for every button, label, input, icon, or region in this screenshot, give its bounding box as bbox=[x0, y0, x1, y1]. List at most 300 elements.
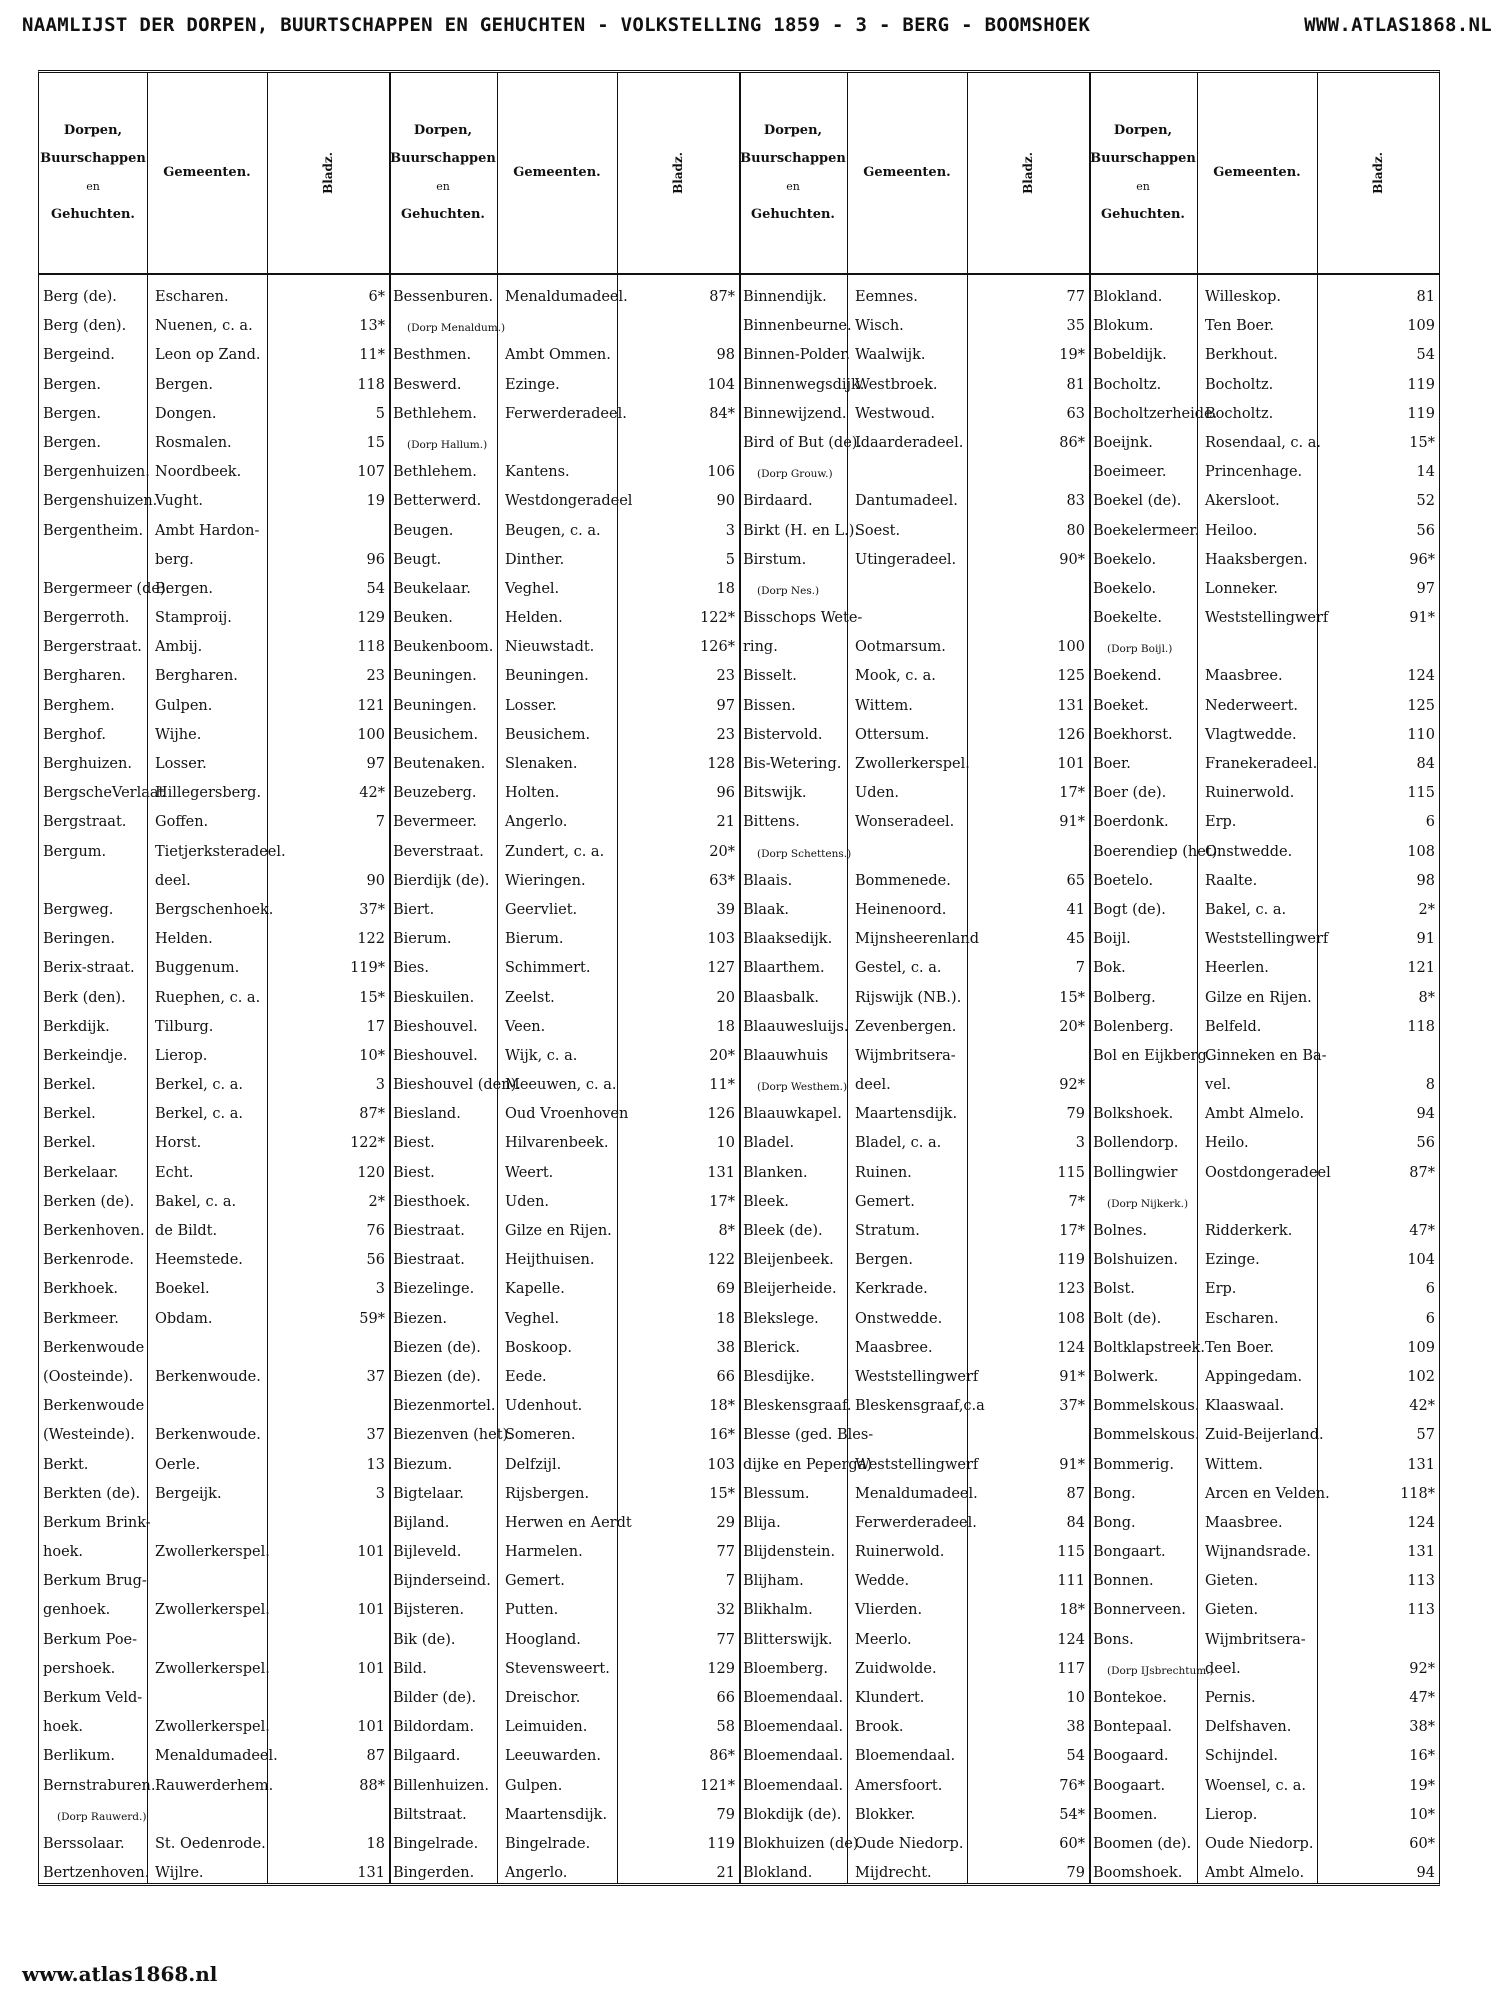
gemeente-name: Someren. bbox=[505, 1427, 576, 1444]
table-row bbox=[739, 635, 1089, 664]
table-row bbox=[389, 1131, 739, 1160]
header-place-line: en bbox=[786, 180, 800, 193]
gemeente-name: Boekel. bbox=[155, 1281, 210, 1298]
table-row bbox=[1089, 956, 1439, 985]
place-name: Bijnderseind. bbox=[393, 1573, 491, 1590]
header-gemeente: Gemeenten. bbox=[163, 165, 251, 180]
gemeente-name: Zuidwolde. bbox=[855, 1660, 937, 1677]
table-row bbox=[39, 1277, 389, 1306]
gemeente-name: Bergeijk. bbox=[155, 1485, 222, 1502]
place-name: Berghem. bbox=[43, 697, 115, 714]
page-number: 47* bbox=[1409, 1690, 1435, 1706]
table-row bbox=[39, 1774, 389, 1803]
page-number: 8 bbox=[1425, 1077, 1435, 1094]
table-row bbox=[739, 1131, 1089, 1160]
gemeente-name: Ruinerwold. bbox=[1205, 785, 1295, 802]
place-name: Bethlehem. bbox=[393, 405, 477, 422]
gemeente-name: Stratum. bbox=[855, 1223, 920, 1239]
gemeente-name: deel. bbox=[855, 1077, 891, 1094]
table-row bbox=[1089, 1453, 1439, 1482]
table-row bbox=[739, 489, 1089, 518]
header-place-line: Dorpen, bbox=[763, 123, 823, 138]
page-number: 15* bbox=[709, 1485, 735, 1502]
gemeente-name: Gulpen. bbox=[155, 697, 213, 714]
gemeente-name: Zundert, c. a. bbox=[505, 843, 605, 860]
table-row bbox=[1089, 752, 1439, 781]
table-row bbox=[1089, 810, 1439, 839]
table-row bbox=[39, 1832, 389, 1861]
header-gemeente: Gemeenten. bbox=[863, 165, 951, 180]
gemeente-name: Veghel. bbox=[505, 1310, 560, 1327]
table-row bbox=[1089, 1861, 1439, 1890]
header-place-line: en bbox=[86, 180, 100, 193]
place-name: Bleijerheide. bbox=[743, 1281, 837, 1298]
gemeente-name: Wittem. bbox=[1205, 1456, 1263, 1473]
page-number: 109 bbox=[1407, 1339, 1435, 1356]
table-row bbox=[1089, 1598, 1439, 1627]
page-number: 91* bbox=[1059, 814, 1085, 831]
place-name: Berkmeer. bbox=[43, 1310, 119, 1327]
place-name: Blokum. bbox=[1093, 318, 1154, 335]
table-row bbox=[1089, 1482, 1439, 1511]
gemeente-name: Maasbree. bbox=[1205, 1514, 1283, 1531]
place-name: Boer (de). bbox=[1093, 785, 1167, 802]
table-row bbox=[1089, 1044, 1439, 1073]
gemeente-name: Wonseradeel. bbox=[855, 814, 955, 831]
table-row bbox=[389, 1161, 739, 1190]
gemeente-name: Beusichem. bbox=[505, 726, 591, 743]
page-number: 8* bbox=[718, 1223, 735, 1239]
gemeente-name: Leimuiden. bbox=[505, 1719, 588, 1736]
gemeente-name: Helden. bbox=[155, 931, 213, 948]
page-number: 122* bbox=[700, 610, 735, 627]
place-name: Berkel. bbox=[43, 1135, 96, 1152]
place-name: Bevermeer. bbox=[393, 814, 477, 831]
page-number: 115 bbox=[1057, 1164, 1085, 1181]
page-number: 128 bbox=[707, 756, 735, 772]
gemeente-name: Uden. bbox=[855, 785, 900, 802]
place-name: Bergeind. bbox=[43, 347, 115, 364]
page-number: 77 bbox=[716, 1544, 735, 1561]
gemeente-name: Kerkrade. bbox=[855, 1281, 928, 1298]
gemeente-name: Beugen, c. a. bbox=[505, 522, 601, 539]
page-number: 87 bbox=[1066, 1485, 1085, 1502]
place-name: Bolnes. bbox=[1093, 1223, 1147, 1239]
entry-list bbox=[39, 285, 389, 1890]
place-name: Bertzenhoven. bbox=[43, 1865, 150, 1882]
table-row bbox=[39, 781, 389, 810]
page-number: 94 bbox=[1416, 1865, 1435, 1882]
place-name: Beuningen. bbox=[393, 697, 477, 714]
column-header bbox=[39, 73, 389, 275]
place-name: Boogaart. bbox=[1093, 1777, 1166, 1794]
place-name: Blanken. bbox=[743, 1164, 808, 1181]
place-name: Binnenbeurne. bbox=[743, 318, 852, 335]
page-number: 41 bbox=[1066, 901, 1085, 918]
place-name: Bisschops Wete- bbox=[743, 610, 863, 627]
place-name: Bonnen. bbox=[1093, 1573, 1154, 1590]
gemeente-name: Bocholtz. bbox=[1205, 405, 1274, 422]
gemeente-name: Herwen en Aerdt bbox=[505, 1514, 632, 1531]
table-row bbox=[389, 1248, 739, 1277]
table-row bbox=[739, 1540, 1089, 1569]
page-number: 54* bbox=[1059, 1806, 1085, 1823]
page-number: 15* bbox=[1059, 989, 1085, 1006]
column-header bbox=[1089, 73, 1439, 275]
page-number: 108 bbox=[1407, 843, 1435, 860]
place-name: Berkdijk. bbox=[43, 1018, 110, 1035]
page-number: 38 bbox=[716, 1339, 735, 1356]
header-place-line: Gehuchten. bbox=[401, 207, 485, 222]
place-name: Bergstraat. bbox=[43, 814, 127, 831]
place-name: Biestraat. bbox=[393, 1223, 465, 1239]
place-name: Blikhalm. bbox=[743, 1602, 813, 1619]
gemeente-name: Vught. bbox=[155, 493, 203, 510]
gemeente-name: Hillegersberg. bbox=[155, 785, 262, 802]
table-row bbox=[1089, 781, 1439, 810]
page-number: 20* bbox=[1059, 1018, 1085, 1035]
place-name: pershoek. bbox=[43, 1660, 116, 1677]
place-name: genhoek. bbox=[43, 1602, 111, 1619]
table-row bbox=[39, 577, 389, 606]
header-page-label: Bladz. bbox=[1370, 152, 1385, 194]
place-name: Beuningen. bbox=[393, 668, 477, 685]
place-name: (Dorp Westhem.) bbox=[757, 1081, 848, 1094]
place-name: Bierdijk (de). bbox=[393, 872, 490, 889]
page-number: 113 bbox=[1407, 1573, 1435, 1590]
table-row bbox=[39, 1511, 389, 1540]
page-number: 127 bbox=[707, 960, 735, 977]
header-page bbox=[267, 73, 389, 273]
place-name: Bok. bbox=[1093, 960, 1126, 977]
table-row bbox=[739, 898, 1089, 927]
table-row bbox=[739, 1715, 1089, 1744]
table-row bbox=[389, 1102, 739, 1131]
gemeente-name: Blokker. bbox=[855, 1806, 916, 1823]
page-number: 90 bbox=[716, 493, 735, 510]
gemeente-name: Raalte. bbox=[1205, 872, 1258, 889]
table-row bbox=[39, 519, 389, 548]
gemeente-name: Wittem. bbox=[855, 697, 913, 714]
gemeente-name: Wijmbritsera- bbox=[855, 1047, 956, 1064]
place-name: (Dorp Grouw.) bbox=[757, 468, 833, 481]
gemeente-name: Helden. bbox=[505, 610, 563, 627]
place-name: Bons. bbox=[1093, 1631, 1134, 1648]
gemeente-name: Brook. bbox=[855, 1719, 904, 1736]
place-name: Bolshuizen. bbox=[1093, 1252, 1178, 1269]
page-number: 18* bbox=[709, 1398, 735, 1415]
gemeente-name: Nederweert. bbox=[1205, 697, 1299, 714]
page-number: 10* bbox=[359, 1047, 385, 1064]
page-number: 122 bbox=[357, 931, 385, 948]
table-row bbox=[39, 1248, 389, 1277]
gemeente-name: Bergen. bbox=[155, 580, 213, 597]
page-number: 54 bbox=[1066, 1748, 1085, 1765]
table-row bbox=[39, 927, 389, 956]
header-place bbox=[39, 73, 147, 273]
table-row bbox=[39, 1453, 389, 1482]
table-row bbox=[39, 1569, 389, 1598]
place-name: Blokdijk (de). bbox=[743, 1806, 842, 1823]
table-row bbox=[1089, 1248, 1439, 1277]
table-row bbox=[389, 519, 739, 548]
gemeente-name: Putten. bbox=[505, 1602, 559, 1619]
page-number: 91 bbox=[1416, 931, 1435, 948]
table-row bbox=[1089, 519, 1439, 548]
place-name: (Dorp Nes.) bbox=[757, 584, 820, 597]
gemeente-name: Arcen en Velden. bbox=[1205, 1485, 1330, 1502]
page-number: 107 bbox=[357, 464, 385, 481]
place-name: Biesland. bbox=[393, 1106, 461, 1123]
gemeente-name: Westwoud. bbox=[855, 405, 935, 422]
table-row bbox=[1089, 402, 1439, 431]
table-row bbox=[389, 1511, 739, 1540]
table-row bbox=[389, 986, 739, 1015]
page-number: 18* bbox=[1059, 1602, 1085, 1619]
page-number: 121 bbox=[357, 697, 385, 714]
place-name: Berghof. bbox=[43, 726, 106, 743]
gemeente-name: Menaldumadeel. bbox=[855, 1485, 978, 1502]
place-name: (Dorp Nijkerk.) bbox=[1107, 1197, 1189, 1210]
table-row bbox=[1089, 723, 1439, 752]
gemeente-name: Gemert. bbox=[505, 1573, 565, 1590]
table-row bbox=[1089, 1394, 1439, 1423]
page-number: 35 bbox=[1066, 318, 1085, 335]
place-name: Bloemberg. bbox=[743, 1660, 829, 1677]
entry-list bbox=[1089, 285, 1439, 1890]
page-number: 101 bbox=[357, 1544, 385, 1561]
table-row bbox=[39, 1102, 389, 1131]
place-name: Berg (den). bbox=[43, 318, 127, 335]
gemeente-name: Stamproij. bbox=[155, 610, 232, 627]
page-number: 80 bbox=[1066, 522, 1085, 539]
gemeente-name: Weststellingwerf bbox=[1205, 931, 1329, 948]
table-row bbox=[39, 373, 389, 402]
table-row bbox=[1089, 1336, 1439, 1365]
page-number: 97 bbox=[366, 756, 385, 772]
page-number: 56 bbox=[366, 1252, 385, 1269]
gemeente-name: Berkel, c. a. bbox=[155, 1077, 243, 1094]
column-header bbox=[389, 73, 739, 275]
gemeente-name: Berkhout. bbox=[1205, 347, 1278, 364]
gemeente-name: Bloemendaal. bbox=[855, 1748, 956, 1765]
page-number: 90* bbox=[1059, 551, 1085, 568]
gemeente-name: Tilburg. bbox=[155, 1018, 214, 1035]
table-row bbox=[39, 1686, 389, 1715]
table-row bbox=[1089, 606, 1439, 635]
page-number: 124 bbox=[1057, 1631, 1085, 1648]
place-name: (Dorp Boijl.) bbox=[1107, 643, 1173, 656]
place-name: Blesse (ged. Bles- bbox=[743, 1427, 874, 1444]
place-name: Betterwerd. bbox=[393, 493, 482, 510]
page-number: 91* bbox=[1409, 610, 1435, 627]
table-row bbox=[389, 810, 739, 839]
gemeente-name: Zwollerkerspel. bbox=[155, 1660, 270, 1677]
place-name: Bolst. bbox=[1093, 1281, 1135, 1298]
table-row bbox=[1089, 1161, 1439, 1190]
place-name: Boerdonk. bbox=[1093, 814, 1169, 831]
place-name: Bobeldijk. bbox=[1093, 347, 1167, 364]
place-name: Beugen. bbox=[393, 522, 454, 539]
table-row bbox=[389, 1394, 739, 1423]
gemeente-name: Bladel, c. a. bbox=[855, 1135, 942, 1152]
page-number: 129 bbox=[357, 610, 385, 627]
table-row bbox=[739, 810, 1089, 839]
page-number: 6 bbox=[1425, 1310, 1435, 1327]
gemeente-name: Gieten. bbox=[1205, 1602, 1259, 1619]
page-number: 97 bbox=[716, 697, 735, 714]
place-name: Bocholtzerheide. bbox=[1093, 405, 1218, 422]
table-row bbox=[39, 752, 389, 781]
table-row bbox=[1089, 431, 1439, 460]
gemeente-name: Meerlo. bbox=[855, 1631, 912, 1648]
gemeente-name: Meeuwen, c. a. bbox=[505, 1077, 617, 1094]
table-row bbox=[1089, 1307, 1439, 1336]
place-name: Bladel. bbox=[743, 1135, 795, 1152]
table-row bbox=[39, 840, 389, 869]
page-number: 124 bbox=[1057, 1339, 1085, 1356]
table-row bbox=[389, 635, 739, 664]
page-number: 91* bbox=[1059, 1456, 1085, 1473]
table-row bbox=[739, 1277, 1089, 1306]
page-number: 56 bbox=[1416, 1135, 1435, 1152]
gemeente-name: Ten Boer. bbox=[1205, 1339, 1274, 1356]
gemeente-name: de Bildt. bbox=[155, 1223, 218, 1239]
gemeente-name: Gilze en Rijen. bbox=[1205, 989, 1312, 1006]
place-name: Bongaart. bbox=[1093, 1544, 1166, 1561]
table-row bbox=[739, 869, 1089, 898]
table-row bbox=[1089, 460, 1439, 489]
gemeente-name: Berkel, c. a. bbox=[155, 1106, 243, 1123]
place-name: Berkum Poe- bbox=[43, 1631, 138, 1648]
page-number: 119* bbox=[350, 960, 385, 977]
table-row bbox=[739, 1015, 1089, 1044]
gemeente-name: Bocholtz. bbox=[1205, 376, 1274, 393]
page-number: 126 bbox=[707, 1106, 735, 1123]
place-name: ring. bbox=[743, 639, 778, 656]
place-name: Bijsteren. bbox=[393, 1602, 465, 1619]
gemeente-name: Ruephen, c. a. bbox=[155, 989, 261, 1006]
place-name: Blaauwhuis bbox=[743, 1047, 829, 1064]
table-row bbox=[739, 1102, 1089, 1131]
table-row bbox=[1089, 1657, 1439, 1686]
page-number: 113 bbox=[1407, 1602, 1435, 1619]
gemeente-name: Holten. bbox=[505, 785, 560, 802]
page-number: 103 bbox=[707, 931, 735, 948]
place-name: Berkenwoude bbox=[43, 1339, 145, 1356]
gemeente-name: Ferwerderadeel. bbox=[855, 1514, 977, 1531]
table-row bbox=[739, 1453, 1089, 1482]
page-number: 97 bbox=[1416, 580, 1435, 597]
column-group bbox=[39, 73, 389, 1883]
page-number: 54 bbox=[366, 580, 385, 597]
table-row bbox=[739, 606, 1089, 635]
table-row bbox=[39, 1744, 389, 1773]
table-row bbox=[389, 956, 739, 985]
page-number: 84 bbox=[1066, 1514, 1085, 1531]
page-number: 18 bbox=[716, 580, 735, 597]
table-row bbox=[739, 1628, 1089, 1657]
gemeente-name: Hoogland. bbox=[505, 1631, 581, 1648]
gemeente-name: Bergharen. bbox=[155, 668, 238, 685]
table-row bbox=[39, 1394, 389, 1423]
gemeente-name: Dongen. bbox=[155, 405, 217, 422]
place-name: Blaarthem. bbox=[743, 960, 825, 977]
header-place-line: Buurschappen bbox=[740, 151, 846, 166]
place-name: Berssolaar. bbox=[43, 1835, 125, 1852]
place-name: Beukelaar. bbox=[393, 580, 471, 597]
place-name: Blokland. bbox=[1093, 289, 1163, 305]
page-number: 109 bbox=[1407, 318, 1435, 335]
place-name: Bitswijk. bbox=[743, 785, 807, 802]
place-name: Berkenhoven. bbox=[43, 1223, 145, 1239]
table-row bbox=[39, 898, 389, 927]
place-name: Berkum Brug- bbox=[43, 1573, 147, 1590]
table-row bbox=[739, 723, 1089, 752]
place-name: Biezenven (het). bbox=[393, 1427, 513, 1444]
page-number: 7 bbox=[375, 814, 385, 831]
gemeente-name: Veen. bbox=[505, 1018, 546, 1035]
table-row bbox=[39, 1219, 389, 1248]
place-name: Bildordam. bbox=[393, 1719, 475, 1736]
gemeente-name: Wijmbritsera- bbox=[1205, 1631, 1306, 1648]
page-number: 18 bbox=[716, 1018, 735, 1035]
gemeente-name: Losser. bbox=[155, 756, 207, 772]
page-number: 115 bbox=[1057, 1544, 1085, 1561]
gemeente-name: Angerlo. bbox=[505, 814, 568, 831]
page-number: 38* bbox=[1409, 1719, 1435, 1736]
page-number: 2* bbox=[1418, 901, 1435, 918]
page-number: 21 bbox=[716, 814, 735, 831]
place-name: Bollendorp. bbox=[1093, 1135, 1179, 1152]
gemeente-name: Dantumadeel. bbox=[855, 493, 958, 510]
page-number: 98 bbox=[1416, 872, 1435, 889]
place-name: Bocholtz. bbox=[1093, 376, 1162, 393]
gemeente-name: Weststellingwerf bbox=[1205, 610, 1329, 627]
place-name: Besthmen. bbox=[393, 347, 472, 364]
table-row bbox=[739, 1832, 1089, 1861]
place-name: Berkt. bbox=[43, 1456, 89, 1473]
place-name: Bergerroth. bbox=[43, 610, 130, 627]
page-number: 84 bbox=[1416, 756, 1435, 772]
table-row bbox=[39, 986, 389, 1015]
table-row bbox=[739, 577, 1089, 606]
table-row bbox=[1089, 1686, 1439, 1715]
table-row bbox=[389, 1365, 739, 1394]
gemeente-name: Eede. bbox=[505, 1368, 547, 1385]
table-row bbox=[1089, 1511, 1439, 1540]
table-row bbox=[39, 1190, 389, 1219]
place-name: (Dorp Menaldum.) bbox=[407, 322, 506, 335]
table-row bbox=[389, 898, 739, 927]
page-number: 58 bbox=[716, 1719, 735, 1736]
place-name: Berg (de). bbox=[43, 289, 117, 305]
page-number: 121 bbox=[1407, 960, 1435, 977]
gemeente-name: Mijnsheerenland bbox=[855, 931, 980, 948]
table-row bbox=[389, 1832, 739, 1861]
place-name: Berkel. bbox=[43, 1106, 96, 1123]
place-name: Bittens. bbox=[743, 814, 800, 831]
table-row bbox=[389, 1307, 739, 1336]
table-row bbox=[1089, 1569, 1439, 1598]
gemeente-name: Erp. bbox=[1205, 1281, 1237, 1298]
page-number: 131 bbox=[357, 1865, 385, 1882]
page-number: 96* bbox=[1409, 551, 1435, 568]
place-name: Bogt (de). bbox=[1093, 901, 1166, 918]
place-name: Berk (den). bbox=[43, 989, 126, 1006]
header-place-line: en bbox=[436, 180, 450, 193]
place-name: Boetelo. bbox=[1093, 872, 1154, 889]
